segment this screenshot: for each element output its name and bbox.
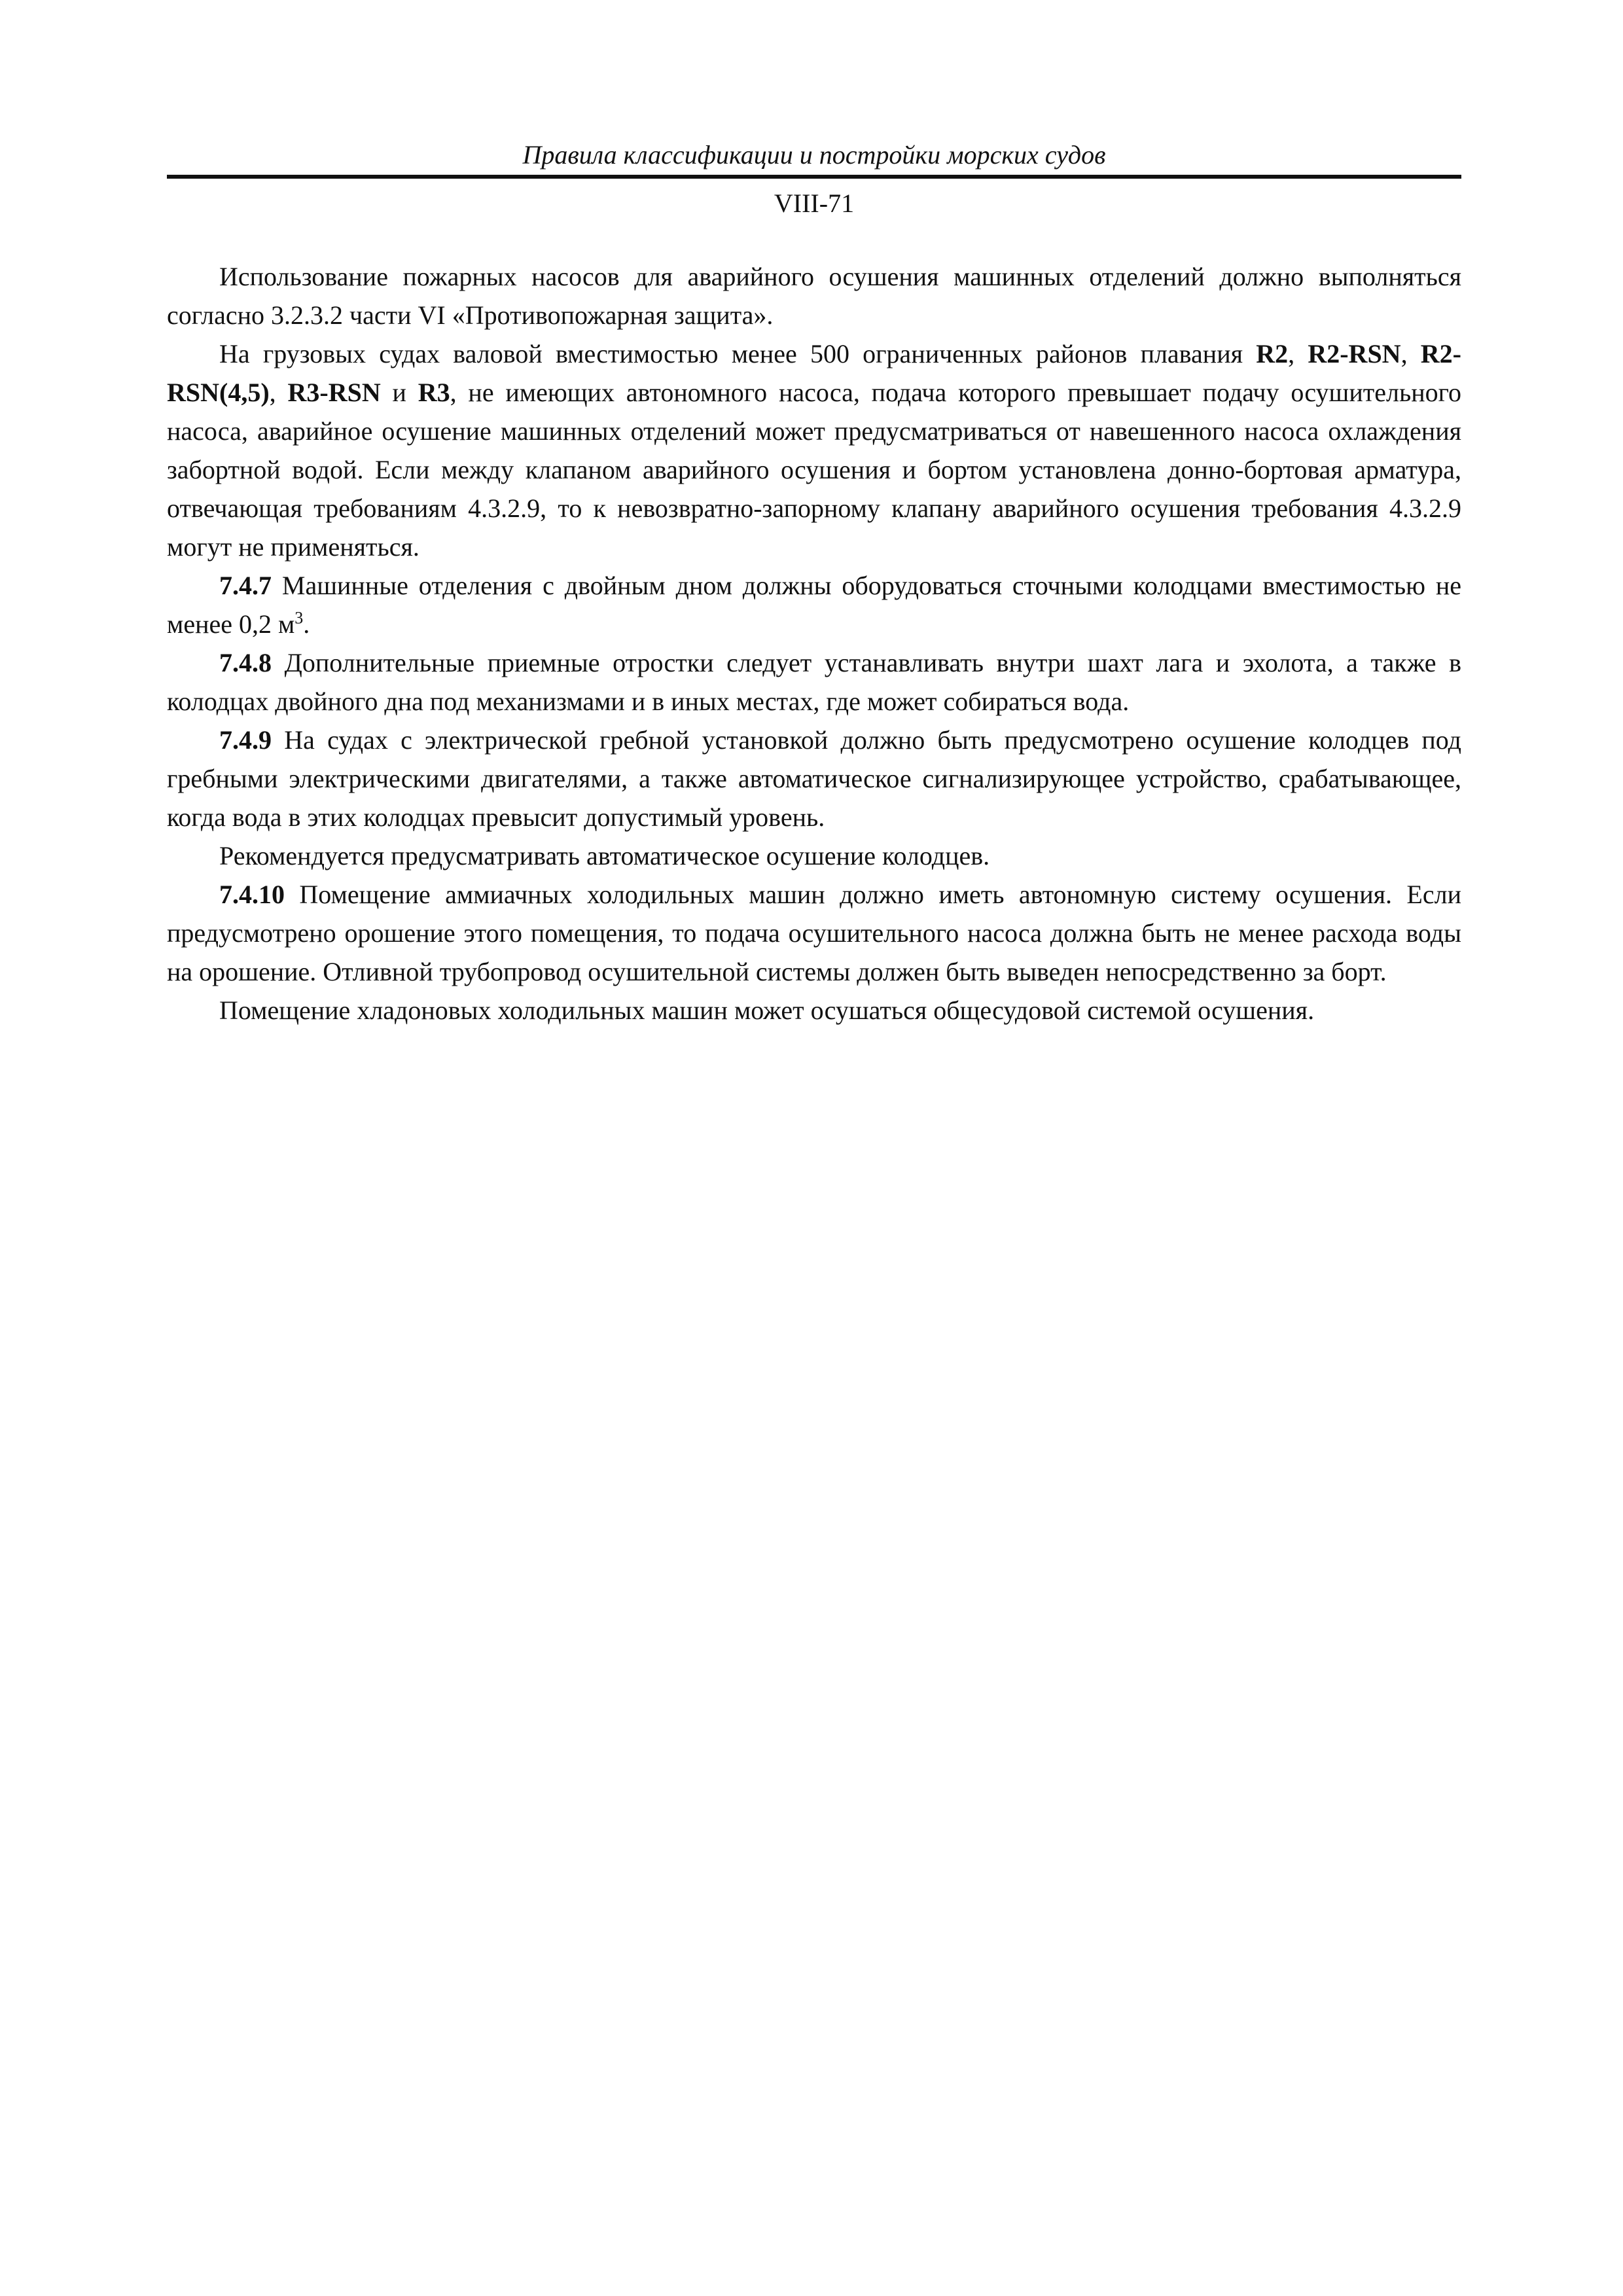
section-text: Дополнительные приемные отростки следует устанавливать внутри шахт лага и эхолота, а также в колодцах двойного дна под механизмами и в иных местах, где может собираться вода. [167,648,1461,716]
navigation-area-code: R2-RSN(4,5) [167,339,1462,407]
navigation-area-code: R2 [1256,339,1289,368]
paragraph-text: На грузовых судах валовой вместимостью менее 500 ограниченных районов плавания [219,339,1257,368]
navigation-area-code: R2-RSN [1308,339,1401,368]
paragraph-text: , [269,378,288,407]
paragraph-recommendation: Рекомендуется предусматривать автоматическое осушение колодцев. [219,841,990,870]
section-text: Помещение аммиачных холодильных машин должно иметь автономную систему осушения. Если предусмотрено орошение этого помещения, то подача осушительного насоса должна быть не менее расхода воды на орошение. Отливной трубопровод осушительной системы должен быть выведен непосредственно за борт. [167,880,1461,986]
section-7-4-7 [167,566,1461,643]
section-7-4-10 [167,875,1461,991]
section-7-4-8 [167,643,1461,721]
section-text: На судах с электрической гребной установкой должно быть предусмотрено осушение колодцев под гребными электрическими двигателями, а также автоматическое сигнализирующее устройство, срабатывающее, когда вода в этих колодцах превысит допустимый уровень. [167,725,1461,832]
paragraph-fire-pumps: Использование пожарных насосов для аварийного осушения машинных отделений должно выполняться согласно 3.2.3.2 части VI «Противопожарная защита». [167,262,1461,330]
section-text-end: . [303,609,310,639]
section-number: 7.4.8 [219,648,272,677]
running-header-title: Правила классификации и постройки морских судов [522,140,1106,170]
paragraph-freon-machines: Помещение хладоновых холодильных машин может осушаться общесудовой системой осушения. [219,996,1315,1025]
document-body [167,257,1461,1030]
page-number: VIII-71 [774,188,855,218]
paragraph-text: , [1288,339,1308,368]
section-number: 7.4.10 [219,880,285,909]
section-7-4-9 [167,721,1461,836]
navigation-area-code: R3 [418,378,450,407]
paragraph-text: , [1400,339,1421,368]
section-number: 7.4.7 [219,571,272,600]
paragraph-text: , не имеющих автономного насоса, подача которого превышает подачу осушительного насоса, аварийное осушение машинных отделений может предусматриваться от навешенного насоса охлаждения забортной водой. Если между клапаном аварийного осушения и бортом установлена донно-бортовая арматура, отвечающая требованиям 4.3.2.9, то к невозвратно-запорному клапану аварийного осушения требования 4.3.2.9 могут не применяться. [167,378,1462,562]
section-number: 7.4.9 [219,725,272,755]
section-text: Машинные отделения с двойным дном должны оборудоваться сточными колодцами вместимостью не менее 0,2 м [167,571,1461,639]
header-divider [167,175,1461,179]
superscript-exponent: 3 [294,608,304,628]
paragraph-cargo-ships [167,334,1461,566]
paragraph-text: и [380,378,418,407]
navigation-area-code: R3-RSN [287,378,381,407]
